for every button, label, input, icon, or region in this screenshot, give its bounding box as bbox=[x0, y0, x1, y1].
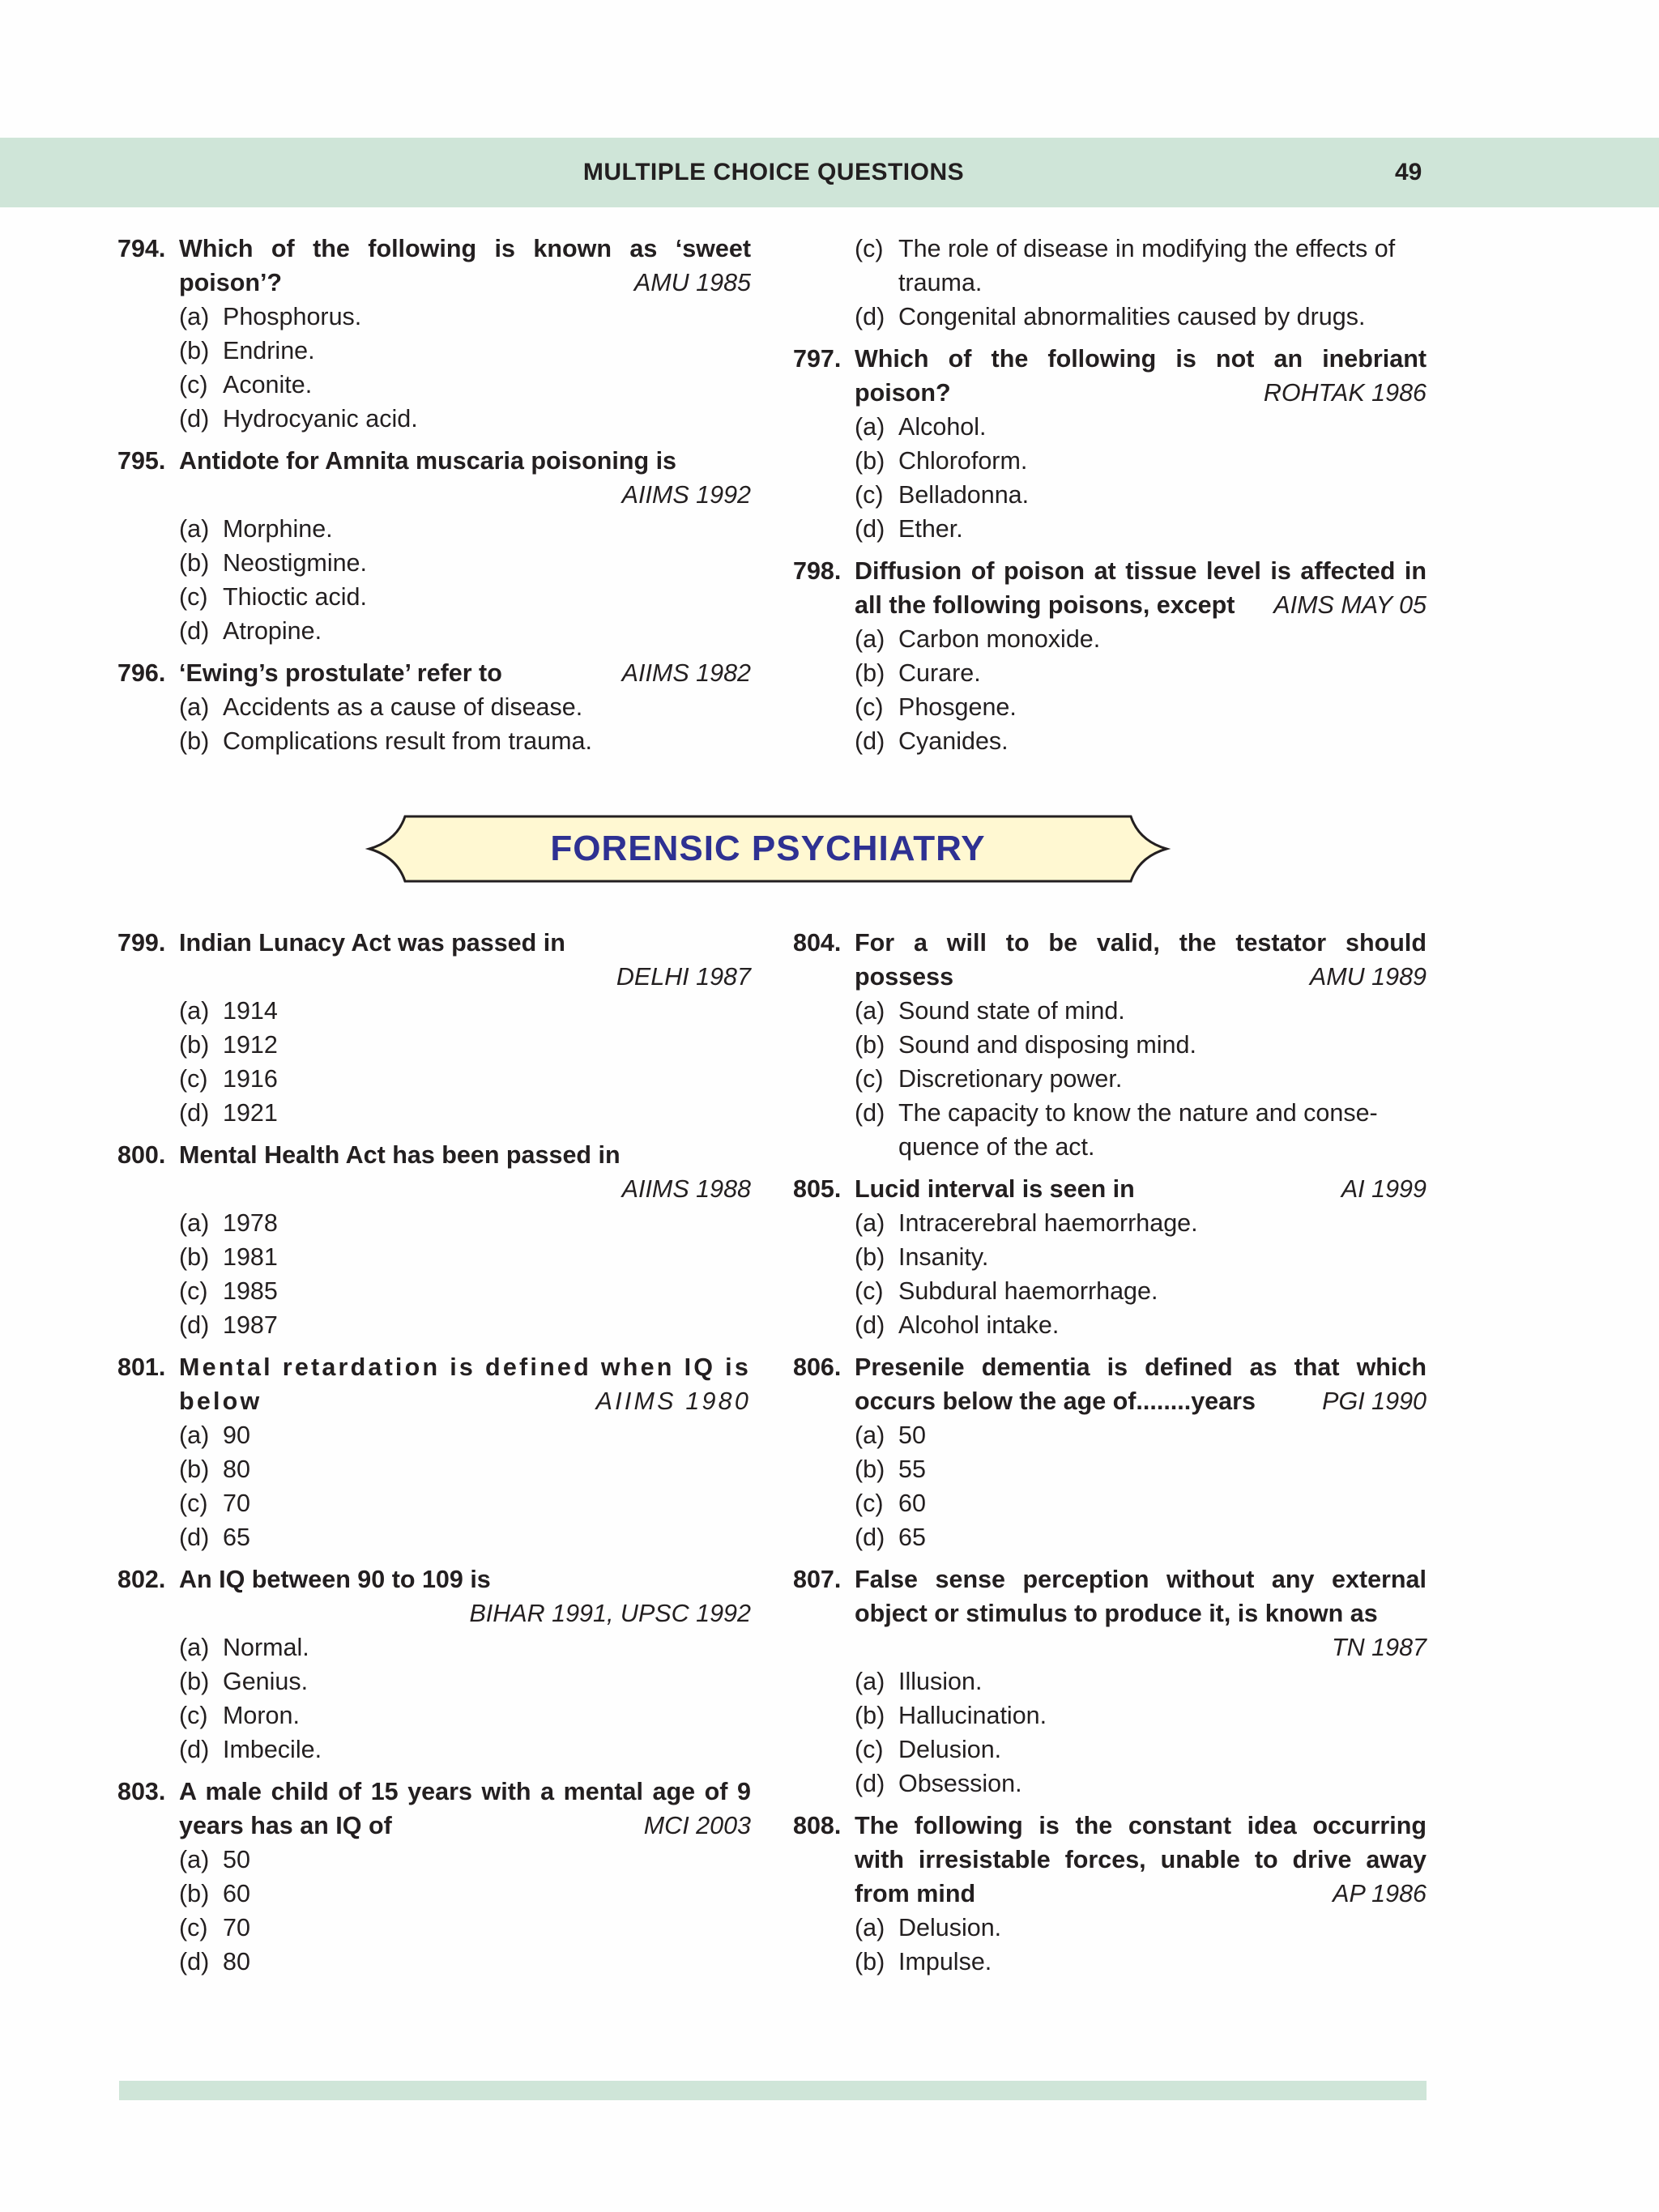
option-text: Normal. bbox=[223, 1634, 309, 1661]
answer-option bbox=[793, 1520, 1427, 1554]
answer-option bbox=[793, 444, 1427, 478]
answer-option bbox=[117, 580, 751, 614]
question-source: AI 1999 bbox=[1341, 1175, 1427, 1203]
answer-option bbox=[793, 1698, 1427, 1733]
question-stem bbox=[793, 1172, 1427, 1206]
question-body bbox=[855, 1809, 1427, 1911]
answer-option bbox=[793, 1767, 1427, 1801]
question-stem bbox=[117, 232, 751, 300]
answer-option bbox=[793, 300, 1427, 334]
answer-option bbox=[117, 1520, 751, 1554]
option-label: (d) bbox=[179, 617, 210, 645]
question-body bbox=[179, 444, 751, 512]
question-text: Antidote for Amnita muscaria poisoning is bbox=[179, 447, 677, 475]
option-label: (d) bbox=[855, 1524, 885, 1551]
option-text: 60 bbox=[898, 1490, 926, 1517]
option-text: Delusion. bbox=[898, 1736, 1002, 1763]
question-number: 795. bbox=[117, 447, 166, 475]
answer-option bbox=[117, 724, 751, 758]
question-text bbox=[179, 656, 751, 690]
option-label: (d) bbox=[179, 1099, 210, 1127]
footer-band bbox=[119, 2081, 1427, 2100]
option-label: (b) bbox=[179, 727, 210, 755]
option-text: Phosphorus. bbox=[223, 303, 362, 330]
option-text: Belladonna. bbox=[898, 481, 1030, 509]
question-source: AMU 1985 bbox=[633, 269, 751, 296]
option-text: 65 bbox=[898, 1524, 926, 1551]
option-label: (d) bbox=[179, 1524, 210, 1551]
question-number: 801. bbox=[117, 1353, 166, 1381]
option-label: (c) bbox=[855, 1736, 884, 1763]
option-text: Imbecile. bbox=[223, 1736, 322, 1763]
option-text: Neostigmine. bbox=[223, 549, 367, 577]
question-item bbox=[117, 1350, 751, 1554]
option-text: Hydrocyanic acid. bbox=[223, 405, 418, 433]
option-label: (c) bbox=[855, 1065, 884, 1093]
question-text-span: Which of the following is not an inebriant poison? bbox=[855, 345, 1427, 407]
answer-option bbox=[117, 334, 751, 368]
option-text: 80 bbox=[223, 1455, 250, 1483]
question-item bbox=[793, 232, 1427, 334]
answer-option bbox=[117, 300, 751, 334]
option-label: (d) bbox=[855, 1311, 885, 1339]
option-text: Subdural haemorrhage. bbox=[898, 1277, 1158, 1305]
question-item bbox=[793, 342, 1427, 546]
question-text-span: Diffusion of poison at tissue level is affected in all the following poisons, except bbox=[855, 557, 1427, 619]
question-item bbox=[793, 1350, 1427, 1554]
option-label: (b) bbox=[855, 1948, 885, 1975]
option-label: (c) bbox=[855, 235, 884, 262]
question-stem bbox=[793, 926, 1427, 994]
answer-option bbox=[793, 690, 1427, 724]
option-label: (b) bbox=[855, 1455, 885, 1483]
question-item bbox=[793, 1172, 1427, 1342]
question-item bbox=[117, 656, 751, 758]
answer-option bbox=[117, 1206, 751, 1240]
option-label: (b) bbox=[179, 337, 210, 364]
question-text bbox=[855, 342, 1427, 410]
question-source: DELHI 1987 bbox=[616, 963, 751, 991]
option-text: Chloroform. bbox=[898, 447, 1028, 475]
answer-option bbox=[117, 1096, 751, 1130]
question-stem bbox=[117, 1350, 751, 1418]
answer-option bbox=[117, 1486, 751, 1520]
question-stem bbox=[793, 1350, 1427, 1418]
option-label: (b) bbox=[179, 1243, 210, 1271]
option-label: (c) bbox=[179, 1914, 208, 1941]
question-source: TN 1987 bbox=[1332, 1634, 1427, 1661]
option-label: (c) bbox=[179, 1702, 208, 1729]
option-text: 50 bbox=[223, 1846, 250, 1873]
answer-option bbox=[117, 1698, 751, 1733]
question-text bbox=[179, 232, 751, 300]
answer-option bbox=[793, 478, 1427, 512]
question-body bbox=[179, 656, 751, 690]
option-label: (a) bbox=[855, 413, 885, 441]
option-label: (c) bbox=[179, 1065, 208, 1093]
question-text-span: Which of the following is known as ‘sweet poison’? bbox=[179, 235, 751, 296]
option-text: 65 bbox=[223, 1524, 250, 1551]
question-text-span: ‘Ewing’s prostulate’ refer to bbox=[179, 659, 502, 687]
question-source: PGI 1990 bbox=[1322, 1387, 1427, 1415]
answer-option bbox=[793, 724, 1427, 758]
option-text: Complications result from trauma. bbox=[223, 727, 592, 755]
question-text-span: Mental retardation is defined when IQ is below bbox=[179, 1353, 751, 1415]
option-text: Obsession. bbox=[898, 1770, 1022, 1797]
question-item bbox=[793, 926, 1427, 1164]
bottom-left-column bbox=[117, 926, 751, 1987]
question-text-span: Lucid interval is seen in bbox=[855, 1175, 1135, 1203]
option-label: (a) bbox=[855, 625, 885, 653]
option-text: 1981 bbox=[223, 1243, 278, 1271]
option-text: 1987 bbox=[223, 1311, 278, 1339]
question-number: 799. bbox=[117, 929, 166, 957]
option-text: Endrine. bbox=[223, 337, 315, 364]
question-stem bbox=[793, 1562, 1427, 1664]
question-stem bbox=[117, 656, 751, 690]
option-text: 1912 bbox=[223, 1031, 278, 1059]
question-number: 805. bbox=[793, 1175, 842, 1203]
question-item bbox=[793, 1809, 1427, 1979]
option-text: 1916 bbox=[223, 1065, 278, 1093]
question-text: An IQ between 90 to 109 is bbox=[179, 1566, 491, 1593]
option-label: (c) bbox=[179, 1490, 208, 1517]
top-left-column bbox=[117, 232, 751, 766]
option-text: Discretionary power. bbox=[898, 1065, 1123, 1093]
running-head: MULTIPLE CHOICE QUESTIONS bbox=[582, 159, 965, 185]
option-label: (b) bbox=[855, 1243, 885, 1271]
option-text: Carbon monoxide. bbox=[898, 625, 1101, 653]
question-source: AIIMS 1988 bbox=[621, 1175, 751, 1203]
option-label: (c) bbox=[179, 371, 208, 399]
question-number: 797. bbox=[793, 345, 842, 373]
question-body bbox=[855, 1562, 1427, 1664]
question-item bbox=[117, 232, 751, 436]
question-stem bbox=[793, 554, 1427, 622]
question-stem bbox=[117, 1138, 751, 1206]
option-text: Alcohol intake. bbox=[898, 1311, 1060, 1339]
question-body bbox=[179, 1775, 751, 1843]
answer-option bbox=[793, 1206, 1427, 1240]
page-number: 49 bbox=[1395, 159, 1422, 185]
answer-option bbox=[793, 1096, 1427, 1164]
question-source: AIIMS 1992 bbox=[621, 481, 751, 509]
question-body bbox=[179, 1138, 751, 1206]
answer-option bbox=[117, 1911, 751, 1945]
option-text: The role of disease in modifying the effects of trauma. bbox=[898, 235, 1396, 296]
question-text bbox=[855, 926, 1427, 994]
option-label: (d) bbox=[179, 405, 210, 433]
option-label: (b) bbox=[179, 1880, 210, 1907]
option-label: (a) bbox=[179, 515, 210, 543]
option-text: The capacity to know the nature and conse-quence of the act. bbox=[898, 1099, 1378, 1161]
question-body bbox=[179, 232, 751, 300]
answer-option bbox=[117, 1664, 751, 1698]
option-label: (d) bbox=[855, 1770, 885, 1797]
answer-option bbox=[793, 1062, 1427, 1096]
question-source: AIIMS 1980 bbox=[595, 1387, 751, 1415]
option-label: (a) bbox=[179, 997, 210, 1025]
question-text bbox=[855, 1172, 1427, 1206]
option-text: Cyanides. bbox=[898, 727, 1009, 755]
answer-option bbox=[793, 1452, 1427, 1486]
option-label: (b) bbox=[855, 447, 885, 475]
option-text: 1978 bbox=[223, 1209, 278, 1237]
option-label: (b) bbox=[179, 1668, 210, 1695]
question-source: BIHAR 1991, UPSC 1992 bbox=[469, 1600, 751, 1627]
question-source: AP 1986 bbox=[1333, 1880, 1427, 1907]
option-text: Moron. bbox=[223, 1702, 300, 1729]
option-text: 55 bbox=[898, 1455, 926, 1483]
option-text: Genius. bbox=[223, 1668, 309, 1695]
answer-option bbox=[793, 1240, 1427, 1274]
question-text bbox=[179, 1350, 751, 1418]
answer-option bbox=[793, 994, 1427, 1028]
question-text bbox=[855, 554, 1427, 622]
option-text: Ether. bbox=[898, 515, 963, 543]
answer-option bbox=[117, 402, 751, 436]
question-source: MCI 2003 bbox=[643, 1812, 751, 1839]
question-source: AIMS MAY 05 bbox=[1273, 591, 1427, 619]
answer-option bbox=[793, 1733, 1427, 1767]
question-number: 794. bbox=[117, 235, 166, 262]
option-label: (b) bbox=[179, 549, 210, 577]
answer-option bbox=[117, 512, 751, 546]
option-text: Curare. bbox=[898, 659, 981, 687]
answer-option bbox=[117, 1452, 751, 1486]
option-text: Sound state of mind. bbox=[898, 997, 1125, 1025]
question-text-span: For a will to be valid, the testator should possess bbox=[855, 929, 1427, 991]
question-text: Indian Lunacy Act was passed in bbox=[179, 929, 565, 957]
option-text: 50 bbox=[898, 1421, 926, 1449]
question-stem bbox=[117, 1562, 751, 1630]
question-number: 798. bbox=[793, 557, 842, 585]
question-stem bbox=[117, 444, 751, 512]
question-item bbox=[117, 1138, 751, 1342]
option-text: Atropine. bbox=[223, 617, 322, 645]
option-text: 70 bbox=[223, 1914, 250, 1941]
answer-option bbox=[793, 232, 1427, 300]
option-text: Intracerebral haemorrhage. bbox=[898, 1209, 1198, 1237]
option-label: (a) bbox=[179, 1421, 210, 1449]
question-item bbox=[117, 1562, 751, 1767]
question-number: 804. bbox=[793, 929, 842, 957]
option-text: 60 bbox=[223, 1880, 250, 1907]
answer-option bbox=[117, 1418, 751, 1452]
top-right-column bbox=[793, 232, 1427, 766]
option-text: 80 bbox=[223, 1948, 250, 1975]
question-number: 808. bbox=[793, 1812, 842, 1839]
option-label: (c) bbox=[179, 1277, 208, 1305]
question-body bbox=[179, 926, 751, 994]
option-text: Thioctic acid. bbox=[223, 583, 367, 611]
answer-option bbox=[117, 1308, 751, 1342]
option-text: 70 bbox=[223, 1490, 250, 1517]
answer-option bbox=[117, 368, 751, 402]
option-label: (b) bbox=[179, 1455, 210, 1483]
question-text-span: The following is the constant idea occurring with irresistable forces, unable to drive away from mind bbox=[855, 1812, 1427, 1907]
question-text bbox=[855, 1350, 1427, 1418]
option-label: (c) bbox=[855, 693, 884, 721]
option-text: Alcohol. bbox=[898, 413, 987, 441]
answer-option bbox=[117, 1843, 751, 1877]
section-title: FORENSIC PSYCHIATRY bbox=[550, 829, 986, 868]
question-source: AMU 1989 bbox=[1309, 963, 1427, 991]
option-label: (c) bbox=[855, 1490, 884, 1517]
question-item bbox=[117, 1775, 751, 1979]
question-text bbox=[855, 1809, 1427, 1911]
option-label: (c) bbox=[855, 481, 884, 509]
question-source: AIIMS 1982 bbox=[621, 659, 751, 687]
answer-option bbox=[117, 1945, 751, 1979]
answer-option bbox=[117, 994, 751, 1028]
answer-option bbox=[117, 1240, 751, 1274]
question-stem bbox=[117, 926, 751, 994]
option-label: (d) bbox=[179, 1311, 210, 1339]
answer-option bbox=[793, 1274, 1427, 1308]
option-label: (d) bbox=[179, 1736, 210, 1763]
option-label: (c) bbox=[855, 1277, 884, 1305]
question-body bbox=[855, 1172, 1427, 1206]
answer-option bbox=[793, 1308, 1427, 1342]
option-text: 90 bbox=[223, 1421, 250, 1449]
option-label: (a) bbox=[855, 1914, 885, 1941]
question-number: 802. bbox=[117, 1566, 166, 1593]
answer-option bbox=[117, 1028, 751, 1062]
answer-option bbox=[117, 614, 751, 648]
answer-option bbox=[793, 1486, 1427, 1520]
answer-option bbox=[793, 622, 1427, 656]
answer-option bbox=[117, 1630, 751, 1664]
option-label: (b) bbox=[855, 1702, 885, 1729]
question-text bbox=[179, 1775, 751, 1843]
option-text: Phosgene. bbox=[898, 693, 1017, 721]
answer-option bbox=[793, 656, 1427, 690]
question-item bbox=[793, 554, 1427, 758]
option-label: (a) bbox=[855, 1668, 885, 1695]
option-text: Accidents as a cause of disease. bbox=[223, 693, 583, 721]
option-text: Insanity. bbox=[898, 1243, 989, 1271]
question-body bbox=[179, 1350, 751, 1418]
question-text: False sense perception without any external object or stimulus to produce it, is known as bbox=[855, 1566, 1427, 1627]
question-number: 803. bbox=[117, 1778, 166, 1805]
answer-option bbox=[117, 546, 751, 580]
answer-option bbox=[793, 1418, 1427, 1452]
option-text: Impulse. bbox=[898, 1948, 992, 1975]
question-stem bbox=[117, 1775, 751, 1843]
question-text-span: Presenile dementia is defined as that which occurs below the age of........years bbox=[855, 1353, 1427, 1415]
question-text: Mental Health Act has been passed in bbox=[179, 1141, 621, 1169]
question-source: ROHTAK 1986 bbox=[1263, 379, 1427, 407]
question-stem bbox=[793, 342, 1427, 410]
option-label: (a) bbox=[179, 303, 210, 330]
option-label: (c) bbox=[179, 583, 208, 611]
option-text: 1914 bbox=[223, 997, 278, 1025]
answer-option bbox=[793, 1028, 1427, 1062]
option-label: (d) bbox=[855, 303, 885, 330]
option-label: (a) bbox=[179, 1634, 210, 1661]
question-number: 807. bbox=[793, 1566, 842, 1593]
option-text: 1921 bbox=[223, 1099, 278, 1127]
question-item bbox=[117, 926, 751, 1130]
answer-option bbox=[117, 1733, 751, 1767]
question-body bbox=[855, 554, 1427, 622]
option-text: Aconite. bbox=[223, 371, 313, 399]
option-text: Illusion. bbox=[898, 1668, 983, 1695]
option-label: (d) bbox=[179, 1948, 210, 1975]
option-label: (a) bbox=[855, 1209, 885, 1237]
option-text: Congenital abnormalities caused by drugs. bbox=[898, 303, 1366, 330]
bottom-right-column bbox=[793, 926, 1427, 1987]
answer-option bbox=[793, 1945, 1427, 1979]
question-item bbox=[793, 1562, 1427, 1801]
answer-option bbox=[793, 1911, 1427, 1945]
option-label: (d) bbox=[855, 727, 885, 755]
option-label: (b) bbox=[855, 659, 885, 687]
option-label: (a) bbox=[179, 693, 210, 721]
option-text: Delusion. bbox=[898, 1914, 1002, 1941]
option-label: (a) bbox=[179, 1209, 210, 1237]
option-label: (a) bbox=[855, 1421, 885, 1449]
option-label: (b) bbox=[179, 1031, 210, 1059]
question-body bbox=[179, 1562, 751, 1630]
question-number: 806. bbox=[793, 1353, 842, 1381]
option-label: (b) bbox=[855, 1031, 885, 1059]
question-body bbox=[855, 342, 1427, 410]
option-label: (a) bbox=[179, 1846, 210, 1873]
answer-option bbox=[117, 1274, 751, 1308]
answer-option bbox=[793, 1664, 1427, 1698]
question-number: 796. bbox=[117, 659, 166, 687]
question-number: 800. bbox=[117, 1141, 166, 1169]
question-text-span: A male child of 15 years with a mental age of 9 years has an IQ of bbox=[179, 1778, 751, 1839]
answer-option bbox=[117, 1062, 751, 1096]
option-label: (d) bbox=[855, 515, 885, 543]
question-body bbox=[855, 926, 1427, 994]
answer-option bbox=[117, 1877, 751, 1911]
question-item bbox=[117, 444, 751, 648]
option-label: (a) bbox=[855, 997, 885, 1025]
option-text: Morphine. bbox=[223, 515, 333, 543]
answer-option bbox=[793, 512, 1427, 546]
option-text: 1985 bbox=[223, 1277, 278, 1305]
option-text: Hallucination. bbox=[898, 1702, 1047, 1729]
question-stem bbox=[793, 1809, 1427, 1911]
option-text: Sound and disposing mind. bbox=[898, 1031, 1196, 1059]
answer-option bbox=[793, 410, 1427, 444]
question-body bbox=[855, 1350, 1427, 1418]
answer-option bbox=[117, 690, 751, 724]
header-band bbox=[0, 138, 1659, 207]
option-label: (d) bbox=[855, 1099, 885, 1127]
